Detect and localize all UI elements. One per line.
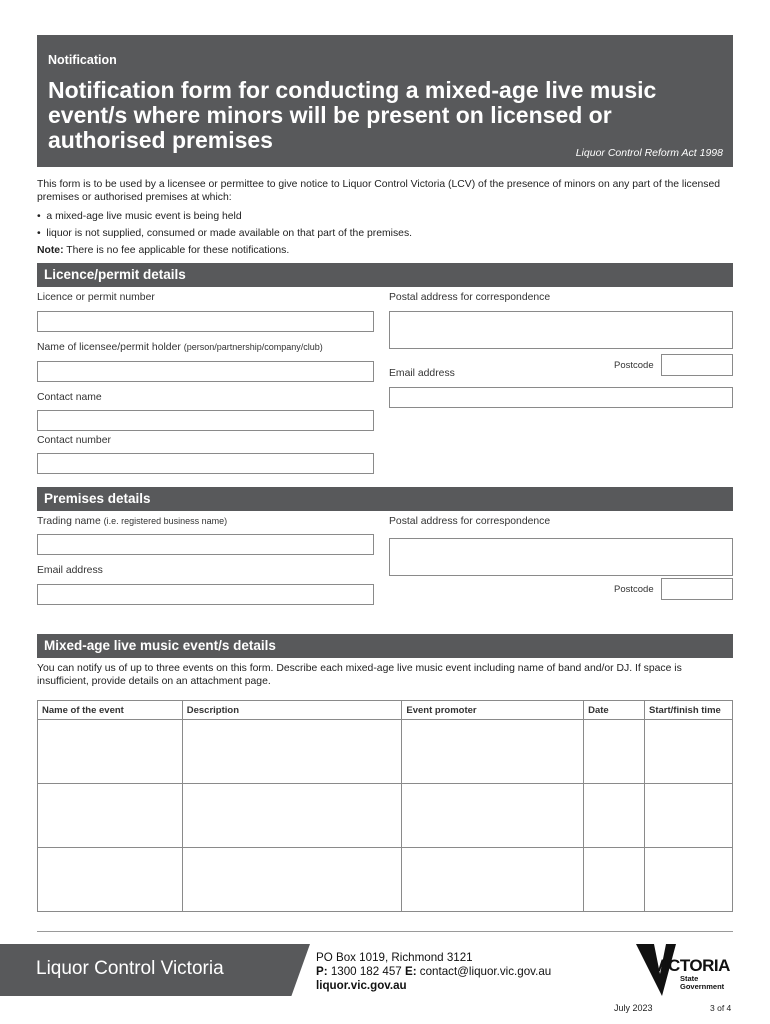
intro-bullet: • a mixed-age live music event is being held [37, 211, 242, 222]
col-date: Date [584, 701, 645, 720]
start-finish-time-cell[interactable] [645, 848, 733, 912]
victoria-government-logo [636, 942, 736, 998]
licence-postcode-label: Postcode [614, 360, 654, 371]
licence-postal-label: Postal address for correspondence [389, 292, 551, 303]
event-name-cell[interactable] [38, 784, 183, 848]
premises-postcode-field[interactable] [661, 578, 733, 600]
holder-name-label: Name of licensee/permit holder (person/partnership/company/club) [37, 342, 323, 353]
form-title: Notification form for conducting a mixed-age live music event/s where minors will be present on licensed or authorised premises [48, 77, 657, 153]
trading-name-label: Trading name (i.e. registered business name) [37, 516, 228, 527]
description-cell[interactable] [182, 784, 402, 848]
description-cell[interactable] [182, 720, 402, 784]
description-cell[interactable] [182, 848, 402, 912]
premises-email-field[interactable] [37, 584, 374, 605]
start-finish-time-cell[interactable] [645, 784, 733, 848]
licence-postal-field[interactable] [389, 311, 733, 349]
premises-postcode-label: Postcode [614, 584, 654, 595]
form-header [37, 35, 733, 167]
licence-email-label: Email address [389, 368, 455, 379]
holder-name-field[interactable] [37, 361, 374, 382]
section-events-heading: Mixed-age live music event/s details [37, 634, 733, 658]
table-row [38, 784, 733, 848]
footer-address: PO Box 1019, Richmond 3121 [316, 951, 473, 964]
footer-contact [316, 951, 551, 993]
footer-website[interactable]: liquor.vic.gov.au [316, 979, 407, 992]
col-description: Description [182, 701, 402, 720]
events-instructions: You can notify us of up to three events on this form. Describe each mixed-age live music event including name of band and/or DJ. If space is insufficient, provide details on an attachment page. [37, 663, 682, 687]
date-cell[interactable] [584, 720, 645, 784]
header-kicker: Notification [48, 53, 117, 67]
licence-postcode-field[interactable] [661, 354, 733, 376]
logo-subtitle: State Government [680, 974, 725, 991]
licence-number-label: Licence or permit number [37, 292, 155, 303]
intro-note: Note: There is no fee applicable for these notifications. [37, 245, 290, 256]
intro-bullet: • liquor is not supplied, consumed or made available on that part of the premises. [37, 228, 413, 239]
page-number: 3 of 4 [710, 1003, 732, 1013]
contact-number-label: Contact number [37, 435, 111, 446]
table-header-row [38, 701, 733, 720]
premises-postal-label: Postal address for correspondence [389, 516, 551, 527]
date-cell[interactable] [584, 848, 645, 912]
trading-name-field[interactable] [37, 534, 374, 555]
event-name-cell[interactable] [38, 720, 183, 784]
licence-email-field[interactable] [389, 387, 733, 408]
intro-text: This form is to be used by a licensee or permittee to give notice to Liquor Control Victoria (LCV) of the presence of minors on any part of the licensed premises or authorised premises at which: [37, 179, 721, 203]
premises-postal-field[interactable] [389, 538, 733, 576]
contact-number-field[interactable] [37, 453, 374, 474]
event-promoter-cell[interactable] [402, 848, 584, 912]
col-event-name: Name of the event [38, 701, 183, 720]
premises-email-label: Email address [37, 565, 103, 576]
start-finish-time-cell[interactable] [645, 720, 733, 784]
col-start-finish-time: Start/finish time [645, 701, 733, 720]
event-name-cell[interactable] [38, 848, 183, 912]
footer-phone-email: P: 1300 182 457 E: contact@liquor.vic.gov.au [316, 965, 552, 978]
section-premises-heading: Premises details [37, 487, 733, 511]
licence-number-field[interactable] [37, 311, 374, 332]
footer-org-name: Liquor Control Victoria [36, 958, 224, 979]
contact-name-label: Contact name [37, 392, 102, 403]
table-row [38, 720, 733, 784]
events-table [37, 700, 733, 912]
footer-date: July 2023 [614, 1003, 653, 1013]
event-promoter-cell[interactable] [402, 784, 584, 848]
footer-divider [37, 931, 733, 932]
date-cell[interactable] [584, 784, 645, 848]
section-licence-heading: Licence/permit details [37, 263, 733, 287]
contact-name-field[interactable] [37, 410, 374, 431]
act-name: Liquor Control Reform Act 1998 [575, 147, 723, 159]
event-promoter-cell[interactable] [402, 720, 584, 784]
logo-wordmark: VICTORIA [653, 956, 730, 975]
table-row [38, 848, 733, 912]
col-event-promoter: Event promoter [402, 701, 584, 720]
